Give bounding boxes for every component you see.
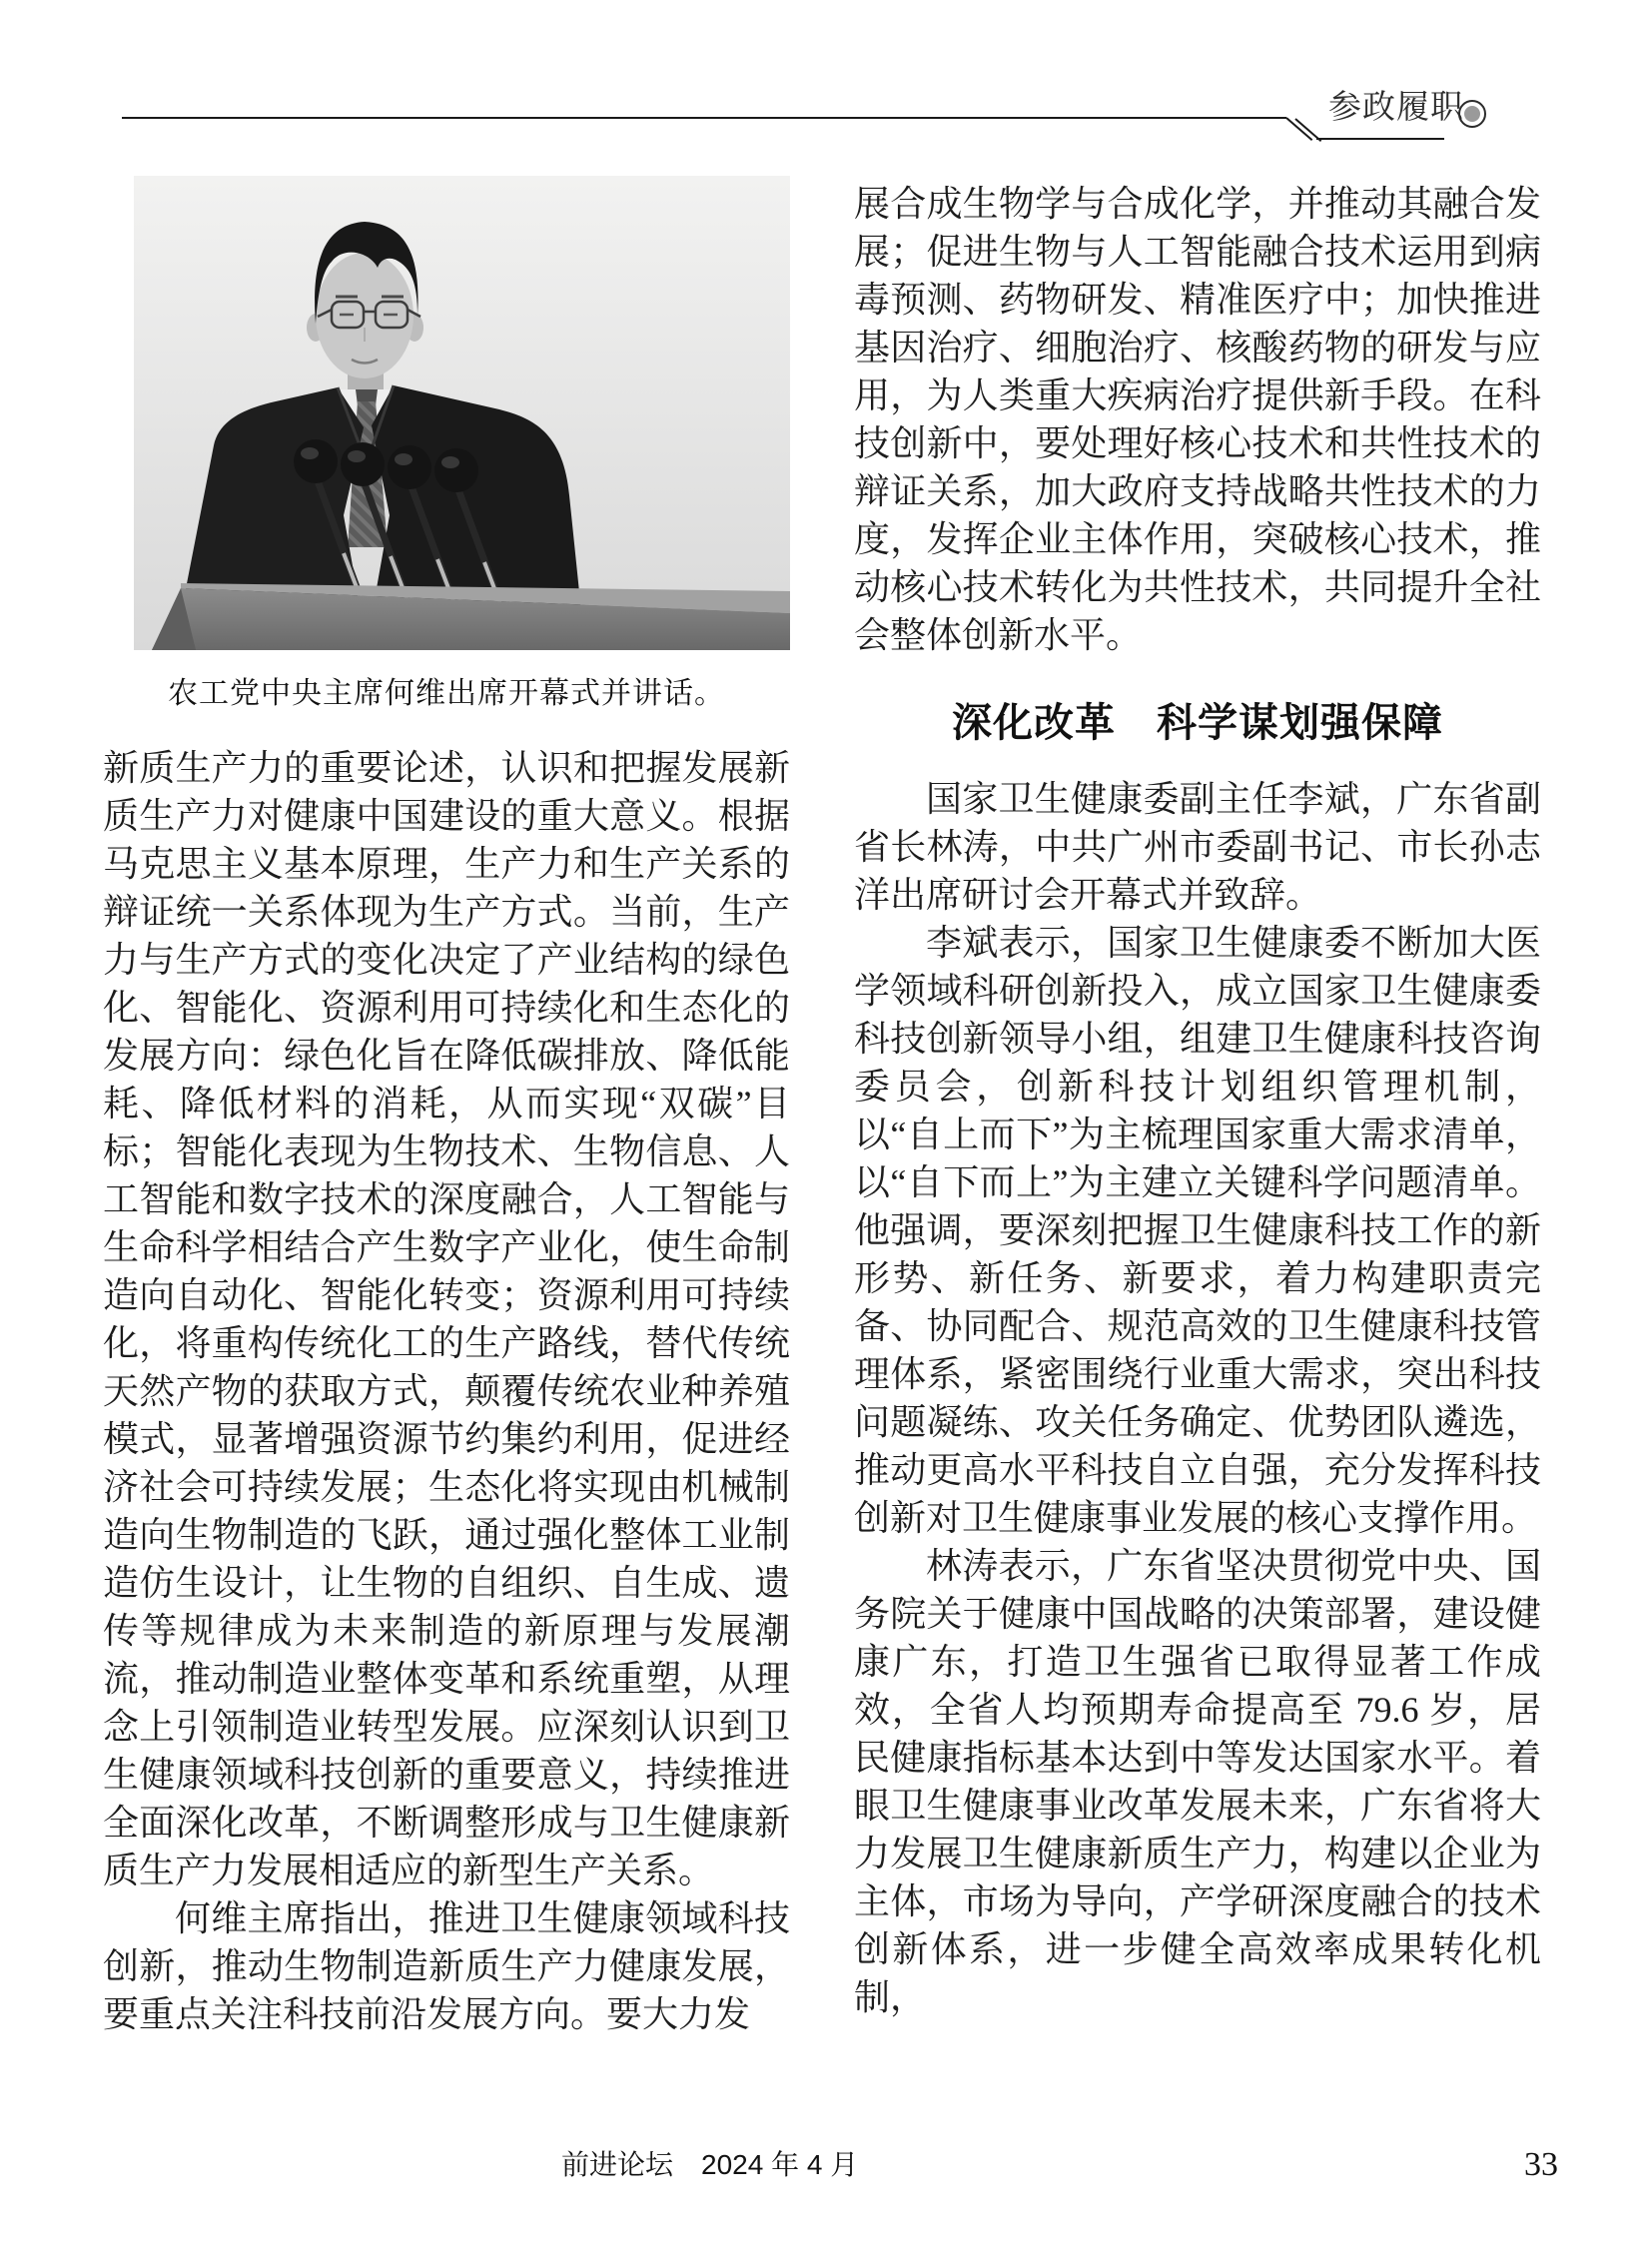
ring-dot-icon-center: [1464, 106, 1480, 122]
microphone-icon: [434, 448, 478, 492]
speaker-photo-image: [134, 176, 790, 650]
photo-caption: 农工党中央主席何维出席开幕式并讲话。: [168, 677, 725, 710]
paragraph: 林涛表示，广东省坚决贯彻党中央、国务院关于健康中国战略的决策部署，建设健康广东，打造卫生强省已取得显著工作成效，全省人均预期寿命提高至 79.6 岁，居民健康指标基本达到中等发达国家水平。着眼卫生健康事业改革发展未来，广东省将大力发展卫生健康新质生产力，构建以企业为主体，市场为导向，产学研深度融合的技术创新体系，进一步健全高效率成果转化机制，: [854, 1546, 1541, 2017]
section-label: 参政履职: [1328, 90, 1464, 126]
journal-title: 前进论坛: [561, 2149, 674, 2180]
section-heading: 深化改革 科学谋划强保障: [952, 701, 1443, 745]
podium: [152, 583, 790, 650]
footer-journal-line: [561, 2147, 858, 2183]
microphone-icon: [388, 445, 431, 489]
microphone-icon: [294, 439, 338, 483]
issue-date: 2024 年 4 月: [701, 2149, 859, 2180]
paragraph: 李斌表示，国家卫生健康委不断加大医学领域科研创新投入，成立国家卫生健康委科技创新领导小组，组建卫生健康科技咨询委员会，创新科技计划组织管理机制，以“自上而下”为主梳理国家重大需求清单，以“自下而上”为主建立关键科学问题清单。他强调，要深刻把握卫生健康科技工作的新形势、新任务、新要求，着力构建职责完备、协同配合、规范高效的卫生健康科技管理体系，紧密围绕行业重大需求，突出科技问题凝练、攻关任务确定、优势团队遴选，推动更高水平科技自立自强，充分发挥科技创新对卫生健康事业发展的核心支撑作用。: [854, 923, 1541, 1538]
header-rule: [122, 117, 1286, 119]
left-column: [103, 176, 790, 2038]
photo-figure: [103, 176, 790, 714]
header-rule-sub: [1316, 138, 1444, 140]
right-column: [854, 180, 1541, 2021]
ring-dot-icon: [1458, 100, 1486, 128]
paragraph: 国家卫生健康委副主任李斌，广东省副省长林涛，中共广州市委副书记、市长孙志洋出席研讨会开幕式并致辞。: [854, 779, 1541, 915]
page-number: 33: [1524, 2146, 1558, 2183]
paragraph-continuation: 新质生产力的重要论述，认识和把握发展新质生产力对健康中国建设的重大意义。根据马克思主义基本原理，生产力和生产关系的辩证统一关系体现为生产方式。当前，生产力与生产方式的变化决定了产业结构的绿色化、智能化、资源利用可持续化和生态化的发展方向：绿色化旨在降低碳排放、降低能耗、降低材料的消耗，从而实现“双碳”目标；智能化表现为生物技术、生物信息、人工智能和数字技术的深度融合，人工智能与生命科学相结合产生数字产业化，使生命制造向自动化、智能化转变；资源利用可持续化，将重构传统化工的生产路线，替代传统天然产物的获取方式，颠覆传统农业种养殖模式，显著增强资源节约集约利用，促进经济社会可持续发展；生态化将实现由机械制造向生物制造的飞跃，通过强化整体工业制造仿生设计，让生物的自组织、自生成、遗传等规律成为未来制造的新原理与发展潮流，推动制造业整体变革和系统重塑，从理念上引领制造业转型发展。应深刻认识到卫生健康领域科技创新的重要意义，持续推进全面深化改革，不断调整形成与卫生健康新质生产力发展相适应的新型生产关系。: [103, 748, 790, 1890]
paragraph: 何维主席指出，推进卫生健康领域科技创新，推动生物制造新质生产力健康发展，要重点关注科技前沿发展方向。要大力发: [103, 1898, 790, 2034]
microphone-icon: [341, 442, 385, 486]
paragraph-continuation: 展合成生物学与合成化学，并推动其融合发展；促进生物与人工智能融合技术运用到病毒预测、药物研发、精准医疗中；加快推进基因治疗、细胞治疗、核酸药物的研发与应用，为人类重大疾病治疗提供新手段。在科技创新中，要处理好核心技术和共性技术的辩证关系，加大政府支持战略共性技术的力度，发挥企业主体作用，突破核心技术，推动核心技术转化为共性技术，共同提升全社会整体创新水平。: [854, 184, 1541, 655]
